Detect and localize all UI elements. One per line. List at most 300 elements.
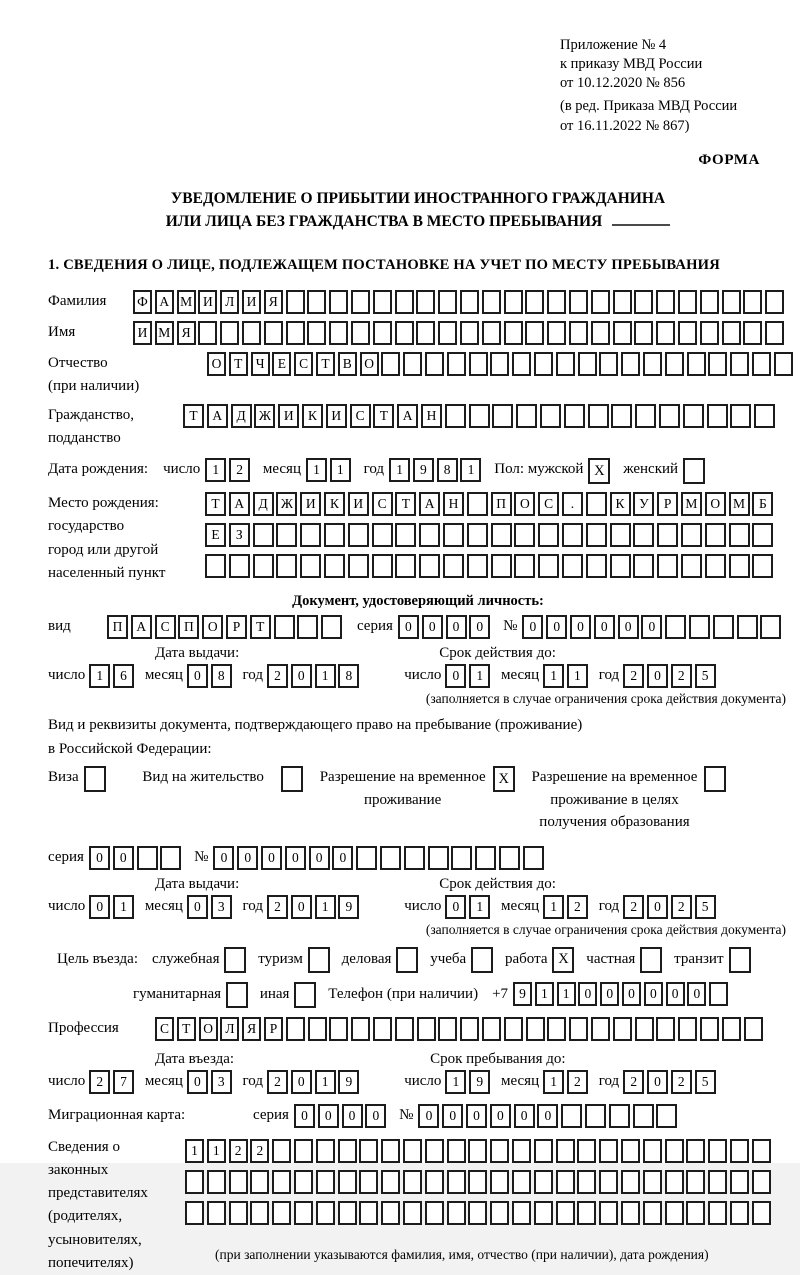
char-cell[interactable] bbox=[207, 1201, 226, 1225]
char-cell[interactable]: М bbox=[177, 290, 196, 314]
char-cell[interactable] bbox=[752, 1170, 771, 1194]
char-cell[interactable]: 9 bbox=[469, 1070, 490, 1094]
char-cell[interactable] bbox=[561, 1104, 582, 1128]
char-cell[interactable] bbox=[467, 554, 488, 578]
char-cell[interactable] bbox=[599, 1201, 618, 1225]
char-cell[interactable] bbox=[300, 523, 321, 547]
char-cell[interactable] bbox=[754, 404, 775, 428]
char-cell[interactable] bbox=[705, 554, 726, 578]
char-cell[interactable]: 0 bbox=[309, 846, 330, 870]
char-cell[interactable]: 0 bbox=[342, 1104, 363, 1128]
char-cell[interactable] bbox=[308, 1017, 327, 1041]
char-cell[interactable]: Р bbox=[226, 615, 247, 639]
char-cell[interactable] bbox=[556, 1201, 575, 1225]
char-cell[interactable] bbox=[329, 290, 348, 314]
char-cell[interactable] bbox=[730, 1170, 749, 1194]
char-cell[interactable]: Л bbox=[220, 290, 239, 314]
char-cell[interactable] bbox=[708, 1170, 727, 1194]
char-cell[interactable] bbox=[425, 1139, 444, 1163]
char-cell[interactable]: 1 bbox=[89, 664, 110, 688]
char-cell[interactable] bbox=[752, 523, 773, 547]
char-cell[interactable] bbox=[445, 404, 466, 428]
char-cell[interactable] bbox=[516, 404, 537, 428]
char-cell[interactable] bbox=[585, 1104, 606, 1128]
char-cell[interactable]: 0 bbox=[187, 664, 208, 688]
char-cell[interactable] bbox=[425, 1170, 444, 1194]
char-cell[interactable]: 0 bbox=[687, 982, 706, 1006]
char-cell[interactable] bbox=[253, 523, 274, 547]
char-cell[interactable]: 9 bbox=[513, 982, 532, 1006]
char-cell[interactable]: 0 bbox=[570, 615, 591, 639]
char-cell[interactable]: И bbox=[242, 290, 261, 314]
char-cell[interactable] bbox=[373, 290, 392, 314]
char-cell[interactable] bbox=[250, 1201, 269, 1225]
char-cell[interactable]: О bbox=[514, 492, 535, 516]
char-cell[interactable]: X bbox=[588, 458, 610, 484]
char-cell[interactable] bbox=[286, 290, 305, 314]
char-cell[interactable] bbox=[381, 1201, 400, 1225]
char-cell[interactable] bbox=[635, 404, 656, 428]
char-cell[interactable] bbox=[467, 523, 488, 547]
char-cell[interactable]: П bbox=[491, 492, 512, 516]
char-cell[interactable]: Ф bbox=[133, 290, 152, 314]
char-cell[interactable]: 0 bbox=[294, 1104, 315, 1128]
char-cell[interactable]: 0 bbox=[600, 982, 619, 1006]
char-cell[interactable] bbox=[351, 321, 370, 345]
char-cell[interactable] bbox=[722, 1017, 741, 1041]
char-cell[interactable] bbox=[294, 1139, 313, 1163]
char-cell[interactable] bbox=[294, 982, 316, 1008]
char-cell[interactable]: 0 bbox=[647, 895, 668, 919]
char-cell[interactable]: М bbox=[729, 492, 750, 516]
char-cell[interactable]: 0 bbox=[666, 982, 685, 1006]
char-cell[interactable] bbox=[359, 1201, 378, 1225]
char-cell[interactable] bbox=[665, 1170, 684, 1194]
char-cell[interactable]: 0 bbox=[291, 664, 312, 688]
char-cell[interactable]: Т bbox=[205, 492, 226, 516]
char-cell[interactable] bbox=[556, 1139, 575, 1163]
char-cell[interactable] bbox=[633, 523, 654, 547]
char-cell[interactable] bbox=[438, 321, 457, 345]
char-cell[interactable]: 8 bbox=[211, 664, 232, 688]
char-cell[interactable] bbox=[705, 523, 726, 547]
char-cell[interactable]: 0 bbox=[537, 1104, 558, 1128]
char-cell[interactable] bbox=[656, 1104, 677, 1128]
char-cell[interactable] bbox=[229, 1170, 248, 1194]
char-cell[interactable] bbox=[475, 846, 496, 870]
char-cell[interactable] bbox=[316, 1139, 335, 1163]
char-cell[interactable] bbox=[264, 321, 283, 345]
char-cell[interactable] bbox=[471, 947, 493, 973]
char-cell[interactable] bbox=[621, 1170, 640, 1194]
char-cell[interactable] bbox=[547, 290, 566, 314]
char-cell[interactable] bbox=[438, 1017, 457, 1041]
char-cell[interactable]: 2 bbox=[623, 664, 644, 688]
char-cell[interactable]: О bbox=[705, 492, 726, 516]
char-cell[interactable]: Д bbox=[231, 404, 252, 428]
char-cell[interactable] bbox=[665, 1201, 684, 1225]
char-cell[interactable]: 0 bbox=[618, 615, 639, 639]
char-cell[interactable] bbox=[451, 846, 472, 870]
char-cell[interactable] bbox=[547, 321, 566, 345]
char-cell[interactable]: Л bbox=[220, 1017, 239, 1041]
char-cell[interactable] bbox=[205, 554, 226, 578]
char-cell[interactable]: 2 bbox=[267, 895, 288, 919]
char-cell[interactable] bbox=[443, 523, 464, 547]
char-cell[interactable] bbox=[722, 290, 741, 314]
char-cell[interactable] bbox=[504, 290, 523, 314]
char-cell[interactable] bbox=[272, 1170, 291, 1194]
char-cell[interactable] bbox=[610, 523, 631, 547]
char-cell[interactable] bbox=[482, 290, 501, 314]
char-cell[interactable] bbox=[438, 290, 457, 314]
char-cell[interactable] bbox=[460, 290, 479, 314]
char-cell[interactable]: М bbox=[155, 321, 174, 345]
char-cell[interactable]: 0 bbox=[490, 1104, 511, 1128]
char-cell[interactable] bbox=[591, 1017, 610, 1041]
char-cell[interactable]: 0 bbox=[522, 615, 543, 639]
char-cell[interactable] bbox=[523, 846, 544, 870]
char-cell[interactable] bbox=[534, 1139, 553, 1163]
char-cell[interactable]: Ж bbox=[276, 492, 297, 516]
char-cell[interactable]: Я bbox=[264, 290, 283, 314]
char-cell[interactable]: 0 bbox=[187, 895, 208, 919]
char-cell[interactable] bbox=[416, 321, 435, 345]
char-cell[interactable]: Т bbox=[177, 1017, 196, 1041]
char-cell[interactable] bbox=[752, 1201, 771, 1225]
char-cell[interactable] bbox=[324, 523, 345, 547]
char-cell[interactable]: 1 bbox=[543, 895, 564, 919]
char-cell[interactable] bbox=[403, 1139, 422, 1163]
char-cell[interactable] bbox=[700, 321, 719, 345]
char-cell[interactable] bbox=[224, 947, 246, 973]
char-cell[interactable] bbox=[490, 1201, 509, 1225]
char-cell[interactable] bbox=[569, 290, 588, 314]
char-cell[interactable] bbox=[512, 1201, 531, 1225]
char-cell[interactable] bbox=[403, 1201, 422, 1225]
char-cell[interactable] bbox=[447, 1201, 466, 1225]
char-cell[interactable] bbox=[447, 1170, 466, 1194]
char-cell[interactable] bbox=[380, 846, 401, 870]
char-cell[interactable]: 2 bbox=[623, 895, 644, 919]
char-cell[interactable] bbox=[460, 321, 479, 345]
char-cell[interactable] bbox=[229, 1201, 248, 1225]
char-cell[interactable]: И bbox=[278, 404, 299, 428]
char-cell[interactable] bbox=[722, 321, 741, 345]
char-cell[interactable] bbox=[700, 1017, 719, 1041]
char-cell[interactable]: . bbox=[562, 492, 583, 516]
char-cell[interactable]: Н bbox=[421, 404, 442, 428]
char-cell[interactable] bbox=[678, 321, 697, 345]
char-cell[interactable] bbox=[686, 1170, 705, 1194]
char-cell[interactable]: О bbox=[202, 615, 223, 639]
char-cell[interactable]: 0 bbox=[422, 615, 443, 639]
char-cell[interactable] bbox=[586, 492, 607, 516]
char-cell[interactable]: Р bbox=[657, 492, 678, 516]
char-cell[interactable] bbox=[643, 1201, 662, 1225]
char-cell[interactable] bbox=[540, 404, 561, 428]
char-cell[interactable] bbox=[613, 290, 632, 314]
char-cell[interactable] bbox=[613, 321, 632, 345]
char-cell[interactable] bbox=[569, 321, 588, 345]
char-cell[interactable] bbox=[160, 846, 181, 870]
char-cell[interactable]: 2 bbox=[267, 1070, 288, 1094]
char-cell[interactable] bbox=[534, 352, 553, 376]
char-cell[interactable] bbox=[403, 352, 422, 376]
char-cell[interactable]: 1 bbox=[445, 1070, 466, 1094]
char-cell[interactable]: 2 bbox=[671, 664, 692, 688]
char-cell[interactable] bbox=[276, 523, 297, 547]
char-cell[interactable] bbox=[713, 615, 734, 639]
char-cell[interactable] bbox=[643, 1139, 662, 1163]
char-cell[interactable]: Т bbox=[250, 615, 271, 639]
char-cell[interactable] bbox=[490, 1139, 509, 1163]
char-cell[interactable]: 0 bbox=[469, 615, 490, 639]
char-cell[interactable] bbox=[525, 321, 544, 345]
char-cell[interactable] bbox=[137, 846, 158, 870]
char-cell[interactable] bbox=[609, 1104, 630, 1128]
char-cell[interactable] bbox=[643, 352, 662, 376]
char-cell[interactable] bbox=[491, 554, 512, 578]
char-cell[interactable] bbox=[338, 1201, 357, 1225]
char-cell[interactable] bbox=[198, 321, 217, 345]
char-cell[interactable] bbox=[348, 523, 369, 547]
char-cell[interactable]: 0 bbox=[466, 1104, 487, 1128]
char-cell[interactable] bbox=[683, 458, 705, 484]
char-cell[interactable]: М bbox=[681, 492, 702, 516]
char-cell[interactable] bbox=[681, 554, 702, 578]
char-cell[interactable]: 1 bbox=[469, 895, 490, 919]
char-cell[interactable]: А bbox=[131, 615, 152, 639]
char-cell[interactable] bbox=[538, 554, 559, 578]
char-cell[interactable] bbox=[447, 1139, 466, 1163]
char-cell[interactable]: X bbox=[493, 766, 515, 792]
char-cell[interactable]: 0 bbox=[365, 1104, 386, 1128]
char-cell[interactable]: 0 bbox=[641, 615, 662, 639]
char-cell[interactable] bbox=[656, 1017, 675, 1041]
char-cell[interactable]: И bbox=[300, 492, 321, 516]
char-cell[interactable]: 7 bbox=[113, 1070, 134, 1094]
char-cell[interactable]: С bbox=[372, 492, 393, 516]
char-cell[interactable]: А bbox=[155, 290, 174, 314]
char-cell[interactable] bbox=[562, 554, 583, 578]
char-cell[interactable] bbox=[633, 1104, 654, 1128]
char-cell[interactable]: 0 bbox=[213, 846, 234, 870]
char-cell[interactable]: 1 bbox=[469, 664, 490, 688]
char-cell[interactable] bbox=[351, 1017, 370, 1041]
char-cell[interactable]: 5 bbox=[695, 895, 716, 919]
char-cell[interactable] bbox=[468, 1139, 487, 1163]
char-cell[interactable]: 1 bbox=[185, 1139, 204, 1163]
char-cell[interactable] bbox=[443, 554, 464, 578]
char-cell[interactable] bbox=[599, 1170, 618, 1194]
char-cell[interactable]: X bbox=[552, 947, 574, 973]
char-cell[interactable] bbox=[396, 947, 418, 973]
char-cell[interactable]: 8 bbox=[338, 664, 359, 688]
char-cell[interactable] bbox=[220, 321, 239, 345]
char-cell[interactable] bbox=[272, 1201, 291, 1225]
char-cell[interactable]: 0 bbox=[445, 664, 466, 688]
char-cell[interactable] bbox=[743, 321, 762, 345]
char-cell[interactable]: 0 bbox=[578, 982, 597, 1006]
char-cell[interactable]: С bbox=[538, 492, 559, 516]
char-cell[interactable] bbox=[242, 321, 261, 345]
char-cell[interactable] bbox=[514, 523, 535, 547]
char-cell[interactable] bbox=[381, 1170, 400, 1194]
char-cell[interactable]: Я bbox=[242, 1017, 261, 1041]
char-cell[interactable] bbox=[729, 554, 750, 578]
char-cell[interactable]: 0 bbox=[89, 895, 110, 919]
char-cell[interactable]: 0 bbox=[445, 895, 466, 919]
char-cell[interactable] bbox=[469, 404, 490, 428]
char-cell[interactable] bbox=[229, 554, 250, 578]
char-cell[interactable] bbox=[491, 523, 512, 547]
char-cell[interactable]: 1 bbox=[543, 1070, 564, 1094]
char-cell[interactable] bbox=[678, 1017, 697, 1041]
char-cell[interactable] bbox=[207, 1170, 226, 1194]
char-cell[interactable]: 0 bbox=[113, 846, 134, 870]
char-cell[interactable] bbox=[395, 523, 416, 547]
char-cell[interactable]: Е bbox=[205, 523, 226, 547]
char-cell[interactable]: О bbox=[199, 1017, 218, 1041]
char-cell[interactable]: И bbox=[133, 321, 152, 345]
char-cell[interactable] bbox=[708, 352, 727, 376]
char-cell[interactable]: 0 bbox=[318, 1104, 339, 1128]
char-cell[interactable]: 9 bbox=[338, 895, 359, 919]
char-cell[interactable] bbox=[294, 1201, 313, 1225]
char-cell[interactable] bbox=[359, 1170, 378, 1194]
char-cell[interactable] bbox=[512, 1139, 531, 1163]
char-cell[interactable] bbox=[709, 982, 728, 1006]
char-cell[interactable]: 5 bbox=[695, 1070, 716, 1094]
char-cell[interactable] bbox=[657, 523, 678, 547]
char-cell[interactable]: 3 bbox=[211, 895, 232, 919]
char-cell[interactable] bbox=[577, 1201, 596, 1225]
char-cell[interactable] bbox=[708, 1201, 727, 1225]
char-cell[interactable] bbox=[504, 321, 523, 345]
char-cell[interactable]: Т bbox=[373, 404, 394, 428]
char-cell[interactable] bbox=[743, 290, 762, 314]
char-cell[interactable] bbox=[316, 1201, 335, 1225]
char-cell[interactable] bbox=[419, 523, 440, 547]
char-cell[interactable] bbox=[425, 352, 444, 376]
char-cell[interactable] bbox=[729, 523, 750, 547]
char-cell[interactable] bbox=[307, 321, 326, 345]
char-cell[interactable]: 8 bbox=[437, 458, 458, 482]
char-cell[interactable] bbox=[526, 1017, 545, 1041]
char-cell[interactable]: З bbox=[229, 523, 250, 547]
char-cell[interactable] bbox=[657, 554, 678, 578]
char-cell[interactable] bbox=[765, 290, 784, 314]
char-cell[interactable]: 0 bbox=[89, 846, 110, 870]
char-cell[interactable]: А bbox=[419, 492, 440, 516]
char-cell[interactable] bbox=[395, 1017, 414, 1041]
char-cell[interactable] bbox=[686, 1139, 705, 1163]
char-cell[interactable] bbox=[700, 290, 719, 314]
char-cell[interactable]: 2 bbox=[267, 664, 288, 688]
char-cell[interactable] bbox=[373, 1017, 392, 1041]
char-cell[interactable] bbox=[678, 290, 697, 314]
char-cell[interactable] bbox=[634, 290, 653, 314]
char-cell[interactable] bbox=[294, 1170, 313, 1194]
char-cell[interactable] bbox=[512, 352, 531, 376]
char-cell[interactable] bbox=[599, 1139, 618, 1163]
char-cell[interactable] bbox=[586, 523, 607, 547]
char-cell[interactable] bbox=[707, 404, 728, 428]
char-cell[interactable]: 2 bbox=[250, 1139, 269, 1163]
char-cell[interactable] bbox=[272, 1139, 291, 1163]
char-cell[interactable] bbox=[373, 321, 392, 345]
char-cell[interactable] bbox=[752, 352, 771, 376]
char-cell[interactable] bbox=[226, 982, 248, 1008]
char-cell[interactable] bbox=[381, 352, 400, 376]
char-cell[interactable]: Д bbox=[253, 492, 274, 516]
char-cell[interactable]: 1 bbox=[567, 664, 588, 688]
char-cell[interactable] bbox=[351, 290, 370, 314]
char-cell[interactable] bbox=[730, 352, 749, 376]
char-cell[interactable] bbox=[760, 615, 781, 639]
char-cell[interactable]: П bbox=[178, 615, 199, 639]
char-cell[interactable]: 0 bbox=[285, 846, 306, 870]
char-cell[interactable] bbox=[308, 947, 330, 973]
char-cell[interactable] bbox=[372, 554, 393, 578]
char-cell[interactable] bbox=[752, 554, 773, 578]
char-cell[interactable]: 0 bbox=[442, 1104, 463, 1128]
char-cell[interactable] bbox=[635, 1017, 654, 1041]
char-cell[interactable] bbox=[665, 615, 686, 639]
char-cell[interactable] bbox=[512, 1170, 531, 1194]
char-cell[interactable]: 0 bbox=[594, 615, 615, 639]
char-cell[interactable] bbox=[659, 404, 680, 428]
char-cell[interactable] bbox=[467, 492, 488, 516]
char-cell[interactable] bbox=[591, 321, 610, 345]
char-cell[interactable]: 2 bbox=[567, 895, 588, 919]
char-cell[interactable]: 1 bbox=[113, 895, 134, 919]
char-cell[interactable] bbox=[492, 404, 513, 428]
char-cell[interactable] bbox=[185, 1170, 204, 1194]
char-cell[interactable] bbox=[514, 554, 535, 578]
char-cell[interactable]: И bbox=[348, 492, 369, 516]
char-cell[interactable]: К bbox=[324, 492, 345, 516]
char-cell[interactable] bbox=[621, 1201, 640, 1225]
char-cell[interactable]: 0 bbox=[237, 846, 258, 870]
char-cell[interactable] bbox=[643, 1170, 662, 1194]
char-cell[interactable] bbox=[547, 1017, 566, 1041]
char-cell[interactable] bbox=[599, 352, 618, 376]
char-cell[interactable]: Ж bbox=[254, 404, 275, 428]
char-cell[interactable]: В bbox=[338, 352, 357, 376]
char-cell[interactable] bbox=[686, 1201, 705, 1225]
char-cell[interactable] bbox=[356, 846, 377, 870]
char-cell[interactable] bbox=[403, 1170, 422, 1194]
char-cell[interactable] bbox=[428, 846, 449, 870]
char-cell[interactable] bbox=[490, 1170, 509, 1194]
char-cell[interactable]: 1 bbox=[535, 982, 554, 1006]
char-cell[interactable]: 2 bbox=[229, 458, 250, 482]
char-cell[interactable] bbox=[611, 404, 632, 428]
char-cell[interactable]: А bbox=[229, 492, 250, 516]
char-cell[interactable]: 0 bbox=[291, 895, 312, 919]
char-cell[interactable] bbox=[286, 1017, 305, 1041]
char-cell[interactable]: 2 bbox=[567, 1070, 588, 1094]
char-cell[interactable] bbox=[640, 947, 662, 973]
char-cell[interactable] bbox=[634, 321, 653, 345]
char-cell[interactable]: А bbox=[207, 404, 228, 428]
char-cell[interactable]: 1 bbox=[205, 458, 226, 482]
char-cell[interactable] bbox=[687, 352, 706, 376]
char-cell[interactable]: 0 bbox=[332, 846, 353, 870]
char-cell[interactable] bbox=[556, 352, 575, 376]
